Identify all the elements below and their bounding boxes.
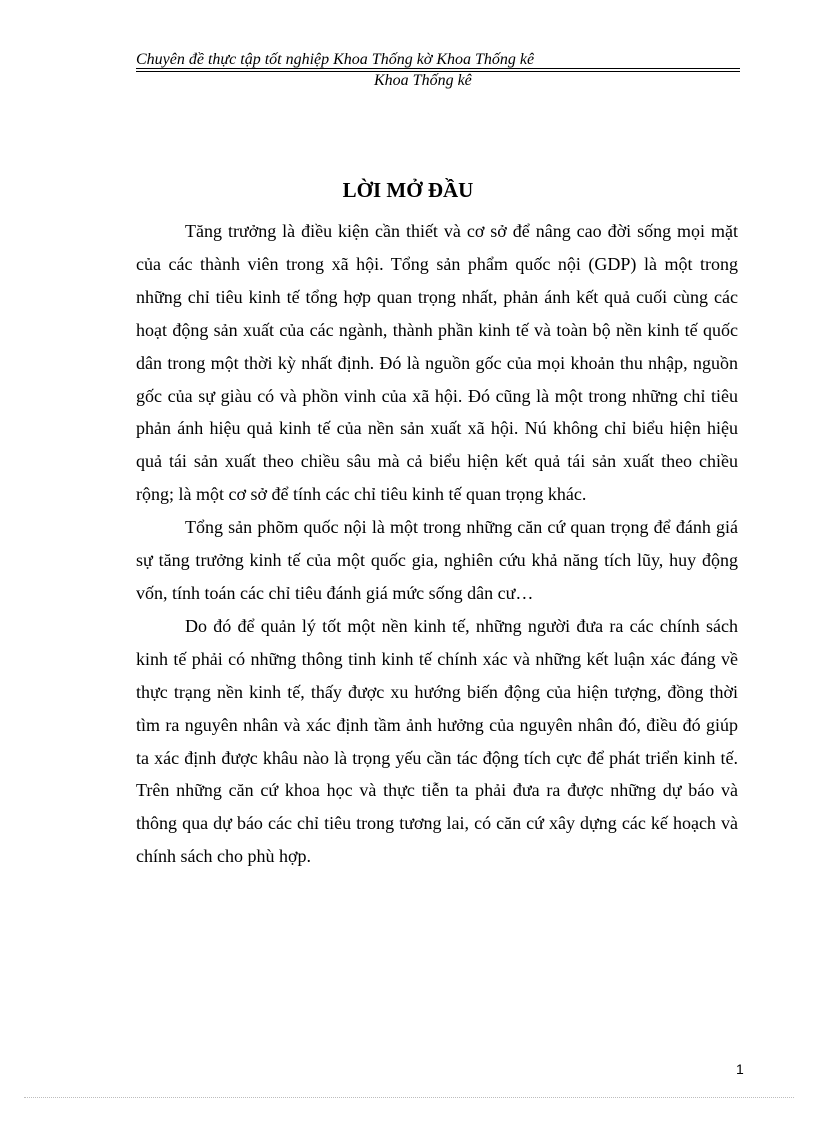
paragraph-1: Tăng trưởng là điều kiện cần thiết và cơ sở để nâng cao đời sống mọi mặt của các thành viên trong xã hội. Tổng sản phẩm quốc nội (GDP) là một trong những chỉ tiêu kinh tế tổng hợp quan trọng nhất, phản ánh kết quả cuối cùng các hoạt động sản xuất của các ngành, thành phần kinh tế và toàn bộ nền kinh tế quốc dân trong một thời kỳ nhất định. Đó là nguồn gốc của mọi khoản thu nhập, nguồn gốc của sự giàu có và phồn vinh của xã hội. Đó cũng là một trong những chỉ tiêu phản ánh hiệu quả kinh tế của nền sản xuất xã hội. Nú không chỉ biểu hiện hiệu quả tái sản xuất theo chiều sâu mà cả biểu hiện kết quả tái sản xuất theo chiều rộng; là một cơ sở để tính các chỉ tiêu kinh tế quan trọng khác. (136, 221, 738, 505)
header-subtitle: Khoa Thống kê (374, 72, 472, 89)
page-number: 1 (736, 1061, 744, 1077)
paragraph-3: Do đó để quản lý tốt một nền kinh tế, những người đưa ra các chính sách kinh tế phải có những thông tinh kinh tế chính xác và những kết luận xác đáng về thực trạng nền kinh tế, thấy được xu hướng biến động của hiện tượng, đồng thời tìm ra nguyên nhân và xác định tầm ảnh hưởng của nguyên nhân đó, điều đó giúp ta xác định được khâu nào là trọng yếu cần tác động tích cực để phát triển kinh tế. Trên những căn cứ khoa học và thực tiễn ta phải đưa ra được những dự báo và thông qua dự báo các chỉ tiêu trong tương lai, có căn cứ xây dựng các kế hoạch và chính sách cho phù hợp. (136, 615, 738, 867)
paragraph-2: Tổng sản phõm quốc nội là một trong những căn cứ quan trọng để đánh giá sự tăng trưởng kinh tế của một quốc gia, nghiên cứu khả năng tích lũy, huy động vốn, tính toán các chỉ tiêu đánh giá mức sống dân cư… (136, 517, 738, 603)
document-title: LỜI MỞ ĐẦU (342, 178, 474, 202)
document-body (136, 215, 738, 873)
header-rule-top (136, 68, 740, 69)
running-header: Chuyên đề thực tập tốt nghiệp Khoa Thống kờ Khoa Thống kê (136, 51, 535, 68)
page-bottom-border (24, 1097, 794, 1098)
